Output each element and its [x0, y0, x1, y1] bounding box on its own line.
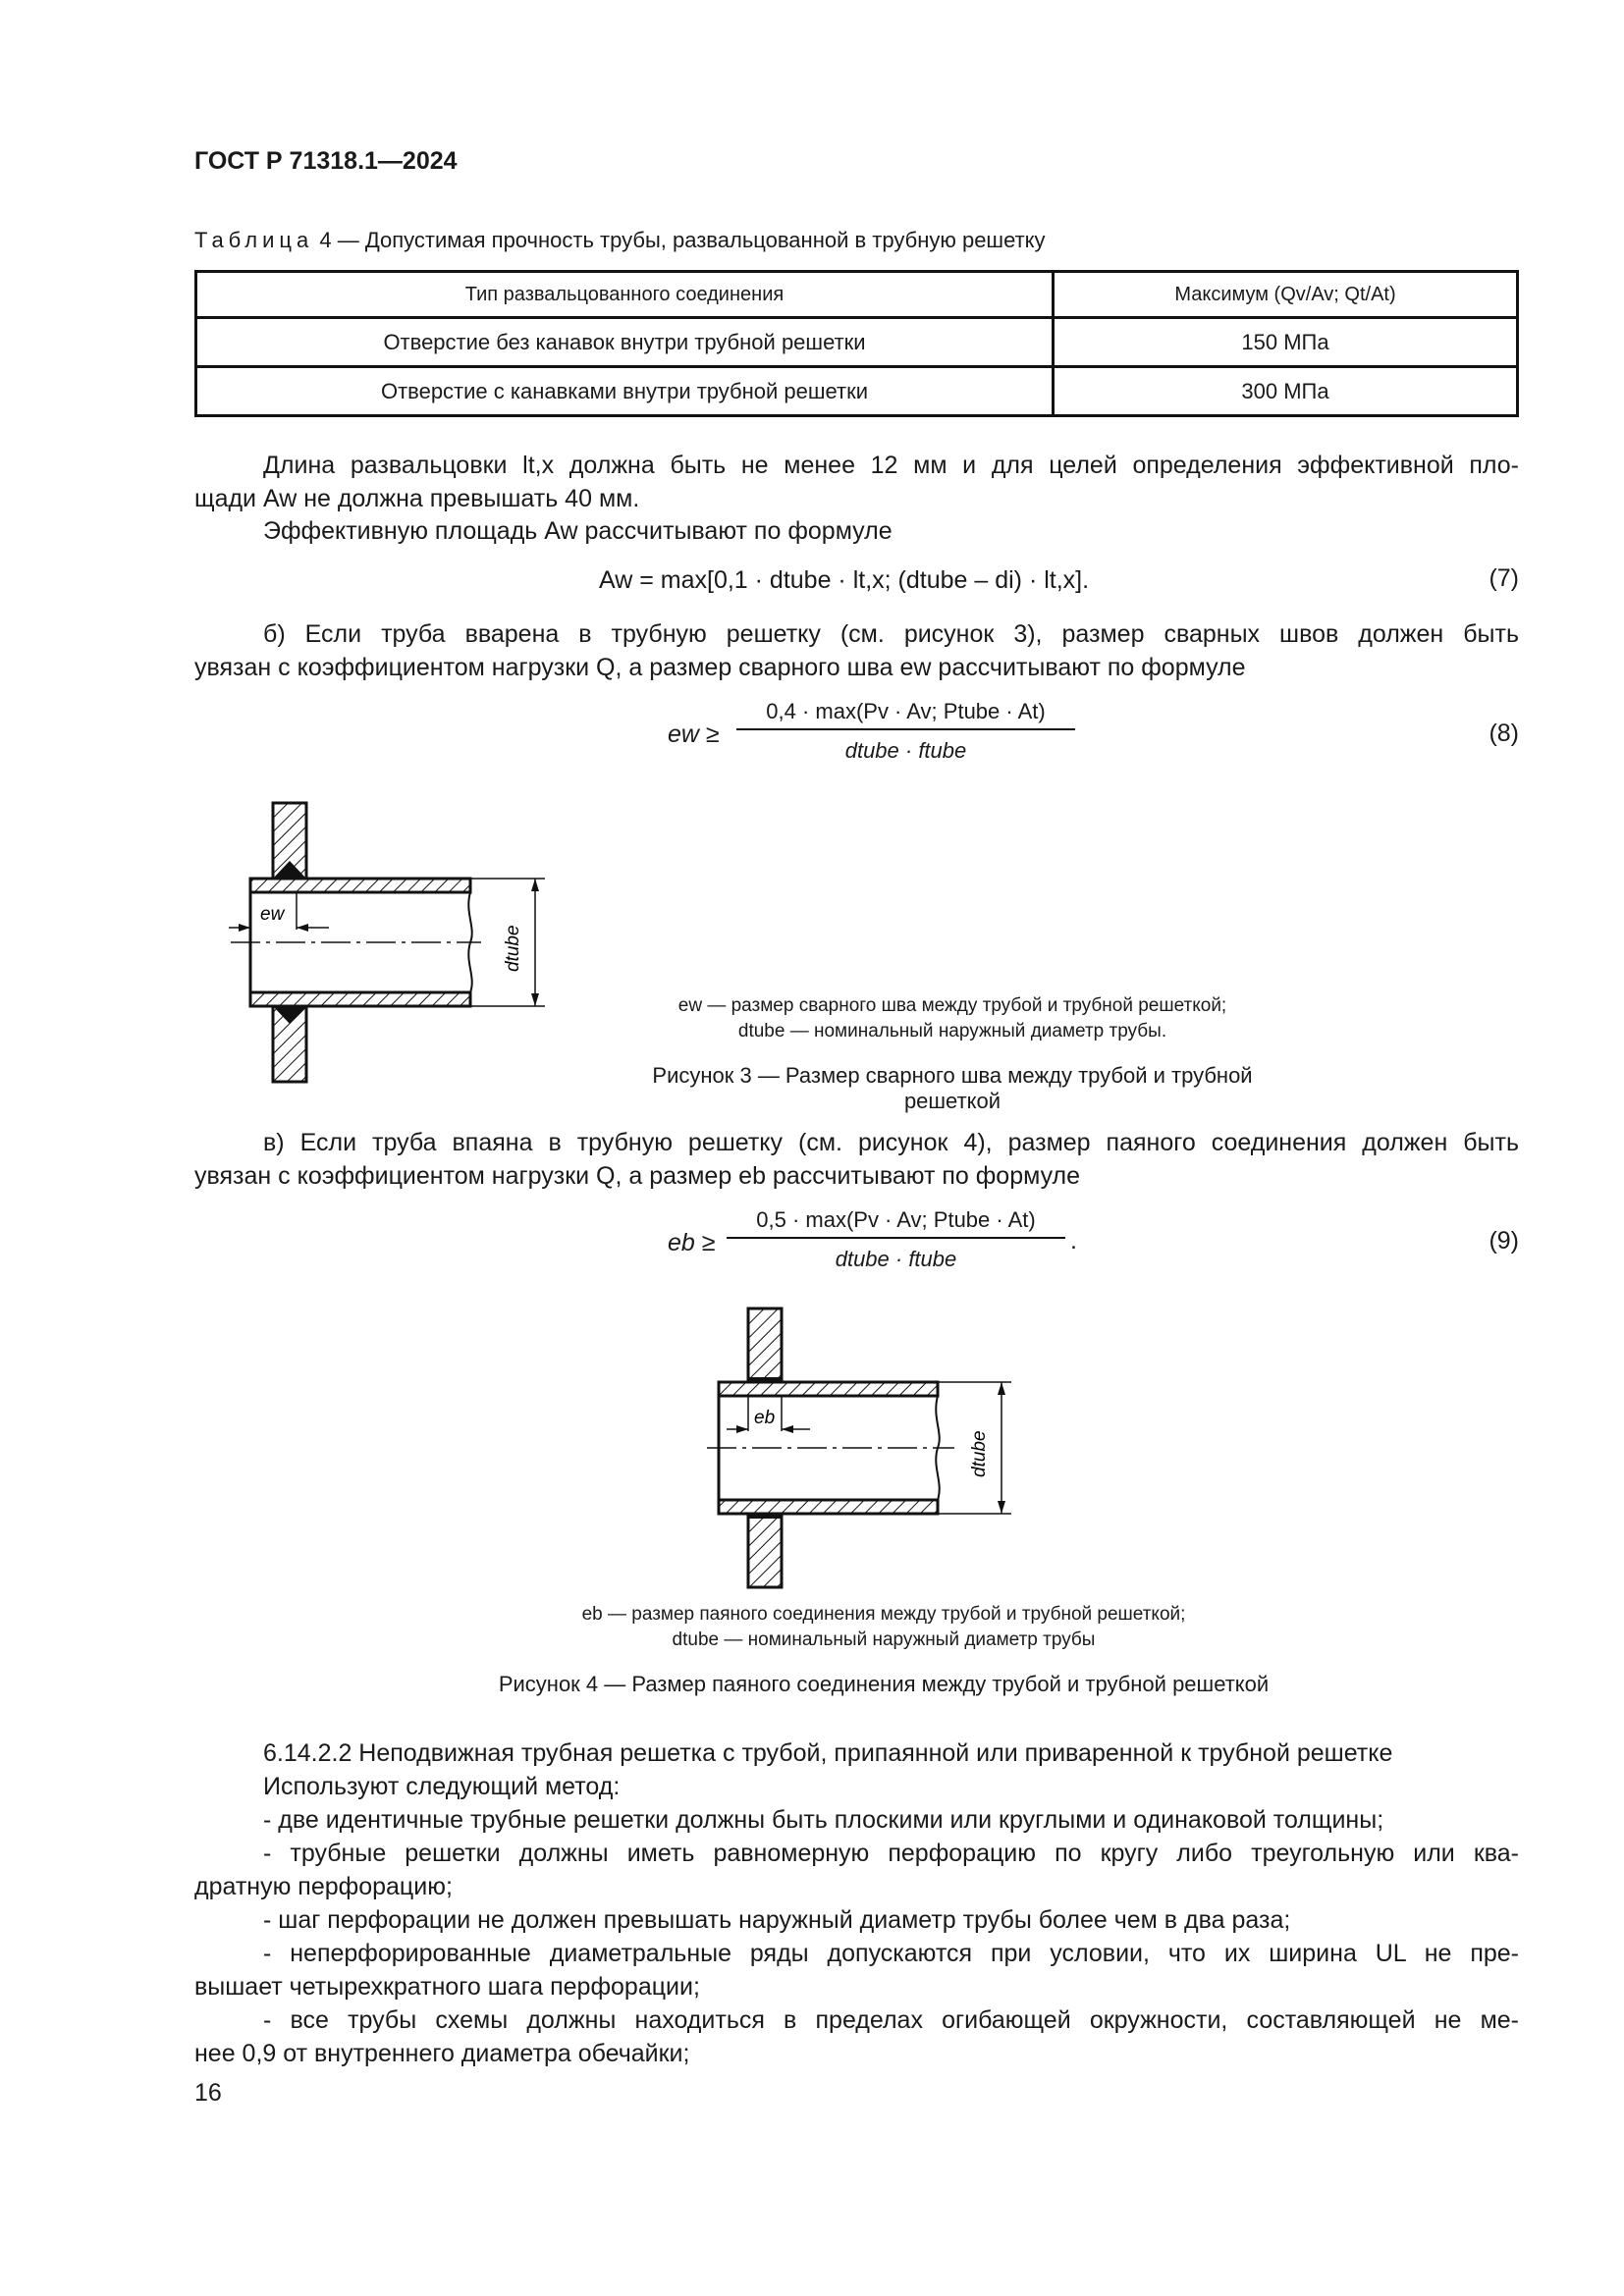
cell-type: Отверстие с канавками внутри трубной решетки	[196, 367, 1054, 416]
section-heading: 6.14.2.2 Неподвижная трубная решетка с трубой, припаянной или приваренной к трубной решетке	[263, 1739, 1393, 1767]
figure-3-legend-line1: ew — размер сварного шва между трубой и трубной решеткой;	[677, 995, 1227, 1016]
list-item: - трубные решетки должны иметь равномерную перфорацию по кругу либо треугольную или ква-	[263, 1840, 1519, 1867]
figure-3-label-d: dtube	[503, 925, 523, 972]
braze-upper	[748, 1377, 782, 1383]
cell-max: 150 МПа	[1054, 318, 1518, 367]
braze-lower	[748, 1513, 782, 1519]
figure-4-label-e: eb	[754, 1408, 776, 1428]
table-header-row	[196, 272, 1518, 318]
table-4	[194, 270, 1519, 417]
para1-line1: Длина развальцовки lt,x должна быть не менее 12 мм и для целей определения эффективной пло-	[263, 452, 1519, 479]
col-header-max: Максимум (Qv/Av; Qt/At)	[1054, 272, 1518, 318]
equation-7-number: (7)	[1489, 564, 1519, 592]
list-item-cont: нее 0,9 от внутреннего диаметра обечайки;	[194, 2040, 690, 2067]
figure-3-legend-line2: dtube — номинальный наружный диаметр трубы.	[737, 1021, 1167, 1041]
eq9-numerator: 0,5 · max(Pv · Av; Ptube · At)	[727, 1207, 1065, 1239]
para-b-line1: б) Если труба вварена в трубную решетку (см. рисунок 3), размер сварных швов должен быть	[263, 620, 1519, 648]
figure-4-legend	[393, 1602, 1375, 1653]
list-item-cont: дратную перфорацию;	[194, 1873, 453, 1900]
eq8-denominator: dtube · ftube	[844, 738, 967, 763]
section-intro: Используют следующий метод:	[263, 1773, 621, 1800]
equation-8-number: (8)	[1489, 720, 1519, 747]
figure-4-legend-line2: dtube — номинальный наружный диаметр трубы	[672, 1629, 1096, 1650]
eq9-lhs: eb ≥	[668, 1229, 716, 1256]
tube-wall-lower	[719, 1500, 938, 1514]
tube-wall-upper	[719, 1382, 938, 1396]
figure-4-label-d: dtube	[969, 1430, 990, 1477]
list-item: - неперфорированные диаметральные ряды допускаются при условии, что их ширина UL не пре-	[263, 1940, 1519, 1967]
list-item: - шаг перфорации не должен превышать наружный диаметр трубы более чем в два раза;	[263, 1906, 1291, 1934]
figure-3-drawing	[221, 800, 574, 1085]
list-item: - две идентичные трубные решетки должны быть плоскими или круглыми и одинаковой толщины;	[263, 1806, 1384, 1834]
figure-3-legend	[609, 993, 1296, 1044]
eq9-denominator: dtube · ftube	[835, 1247, 957, 1271]
para2: Эффективную площадь Aw рассчитывают по формуле	[263, 517, 893, 545]
table-row	[196, 318, 1518, 367]
para-v-line1: в) Если труба впаяна в трубную решетку (см. рисунок 4), размер паяного соединения должен быть	[263, 1129, 1519, 1156]
tube-sheet-upper	[748, 1308, 782, 1382]
para-b-line2: увязан с коэффициентом нагрузки Q, а размер сварного шва ew рассчитывают по формуле	[194, 654, 1246, 681]
page-number: 16	[194, 2079, 222, 2107]
figure-4-caption: Рисунок 4 — Размер паяного соединения между трубой и трубной решеткой	[498, 1672, 1270, 1696]
cell-max: 300 МПа	[1054, 367, 1518, 416]
figure-3-label-e: ew	[260, 904, 285, 925]
document-id: ГОСТ Р 71318.1—2024	[194, 147, 458, 175]
figure-4-legend-line1: eb — размер паяного соединения между трубой и трубной решеткой;	[581, 1604, 1186, 1625]
equation-7: Aw = max[0,1 · dtube · lt,x; (dtube – di) · lt,x].	[599, 566, 1090, 594]
para1-line2: щади Aw не должна превышать 40 мм.	[194, 485, 640, 512]
figure-3-caption: Рисунок 3 — Размер сварного шва между трубой и трубной решеткой	[652, 1063, 1253, 1113]
eq8-numerator: 0,4 · max(Pv · Av; Ptube · At)	[736, 699, 1075, 730]
table-caption	[194, 228, 1046, 253]
list-item: - все трубы схемы должны находиться в пределах огибающей окружности, составляющей не ме-	[263, 2006, 1519, 2034]
cell-type: Отверстие без канавок внутри трубной решетки	[196, 318, 1054, 367]
tube-wall-upper	[250, 879, 470, 892]
figure-4-drawing	[697, 1306, 1021, 1590]
list-item-cont: вышает четырехкратного шага перфорации;	[194, 1973, 700, 2001]
tube-sheet-lower	[748, 1514, 782, 1587]
col-header-type: Тип развальцованного соединения	[196, 272, 1054, 318]
para-v-line2: увязан с коэффициентом нагрузки Q, а размер eb рассчитывают по формуле	[194, 1162, 1081, 1190]
eq8-lhs: ew ≥	[668, 721, 720, 748]
table-caption-label: Таблица	[194, 228, 314, 252]
equation-9-number: (9)	[1489, 1227, 1519, 1255]
tube-wall-lower	[250, 992, 470, 1006]
table-row	[196, 367, 1518, 416]
table-caption-text: 4 — Допустимая прочность трубы, развальцованной в трубную решетку	[319, 228, 1046, 252]
